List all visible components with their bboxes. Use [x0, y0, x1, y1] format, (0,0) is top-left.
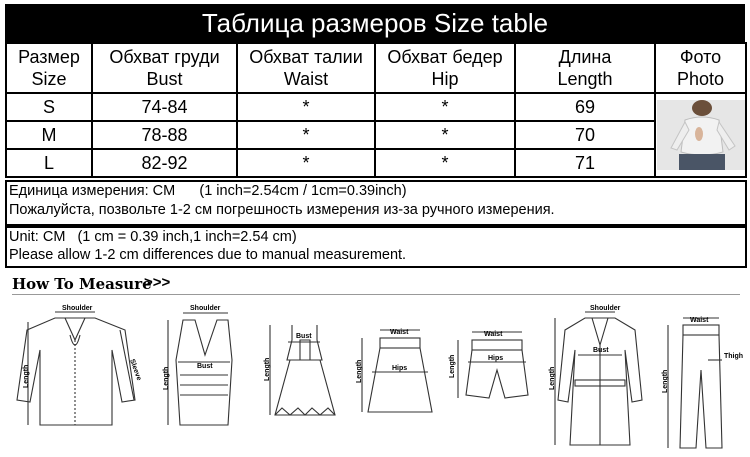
header-waist: Обхват талии Waist — [237, 43, 375, 93]
table-row — [6, 121, 746, 149]
unit-note-ru — [5, 180, 747, 226]
shorts-measure-icon — [458, 332, 528, 398]
header-bust: Обхват груди Bust — [92, 43, 237, 93]
label-length: Length — [662, 369, 669, 393]
label-shoulder: Shoulder — [62, 305, 93, 312]
label-bust: Bust — [197, 363, 213, 370]
label-waist: Waist — [690, 317, 709, 324]
label-shoulder: Shoulder — [190, 305, 221, 312]
header-length: Длина Length — [515, 43, 655, 93]
cell-waist: * — [237, 93, 375, 121]
chevrons-icon: >>> — [144, 274, 171, 291]
cell-waist: * — [237, 149, 375, 177]
header-size: Размер Size — [6, 43, 92, 93]
label-length: Length — [549, 366, 556, 390]
unit-note-en-line2: Please allow 1-2 cm differences due to manual measurement. — [9, 247, 407, 263]
label-waist: Waist — [390, 329, 409, 336]
unit-note-ru-line2: Пожалуйста, позвольте 1-2 см погрешность измерения из-за ручного измерения. — [9, 202, 555, 218]
product-photo-cell — [655, 93, 746, 177]
cell-waist: * — [237, 121, 375, 149]
label-hips: Hips — [488, 355, 504, 362]
table-row — [6, 93, 746, 121]
product-photo — [657, 100, 745, 170]
label-length: Length — [23, 364, 30, 388]
coat-measure-icon — [555, 312, 642, 445]
cell-length: 69 — [515, 93, 655, 121]
cell-size: S — [6, 93, 92, 121]
unit-note-en — [5, 226, 747, 268]
label-shoulder: Shoulder — [590, 305, 621, 312]
model-photo-image — [657, 100, 745, 170]
size-table-title: Таблица размеров Size table — [5, 4, 745, 42]
label-bust: Bust — [593, 347, 609, 354]
header-photo: Фото Photo — [655, 43, 746, 93]
unit-note-ru-line1: Единица измерения: CM (1 inch=2.54cm / 1cm=0.39inch) — [9, 183, 407, 199]
cell-length: 71 — [515, 149, 655, 177]
how-to-measure-header — [0, 272, 750, 296]
label-sleeve: Sleeve — [128, 358, 143, 382]
cell-bust: 82-92 — [92, 149, 237, 177]
cell-hip: * — [375, 93, 515, 121]
pants-measure-icon — [668, 318, 722, 448]
label-bust: Bust — [296, 333, 312, 340]
label-length: Length — [264, 357, 271, 381]
size-table-header — [6, 43, 746, 93]
table-row — [6, 149, 746, 177]
label-length: Length — [163, 366, 170, 390]
label-length: Length — [356, 359, 363, 383]
how-to-measure-title: How To Measure — [12, 275, 152, 293]
unit-note-en-line1: Unit: CM (1 cm = 0.39 inch,1 inch=2.54 cm) — [9, 229, 297, 245]
cell-hip: * — [375, 121, 515, 149]
cell-size: L — [6, 149, 92, 177]
cell-bust: 78-88 — [92, 121, 237, 149]
divider — [12, 294, 740, 295]
label-length: Length — [449, 354, 456, 378]
label-thigh: Thigh — [724, 353, 744, 360]
cell-bust: 74-84 — [92, 93, 237, 121]
blouse-measure-icon — [17, 312, 135, 425]
size-table — [5, 42, 747, 178]
label-hips: Hips — [392, 365, 408, 372]
cell-length: 70 — [515, 121, 655, 149]
header-hip: Обхват бедер Hip — [375, 43, 515, 93]
cell-size: M — [6, 121, 92, 149]
cell-hip: * — [375, 149, 515, 177]
measurement-figures — [0, 300, 750, 457]
label-waist: Waist — [484, 331, 503, 338]
